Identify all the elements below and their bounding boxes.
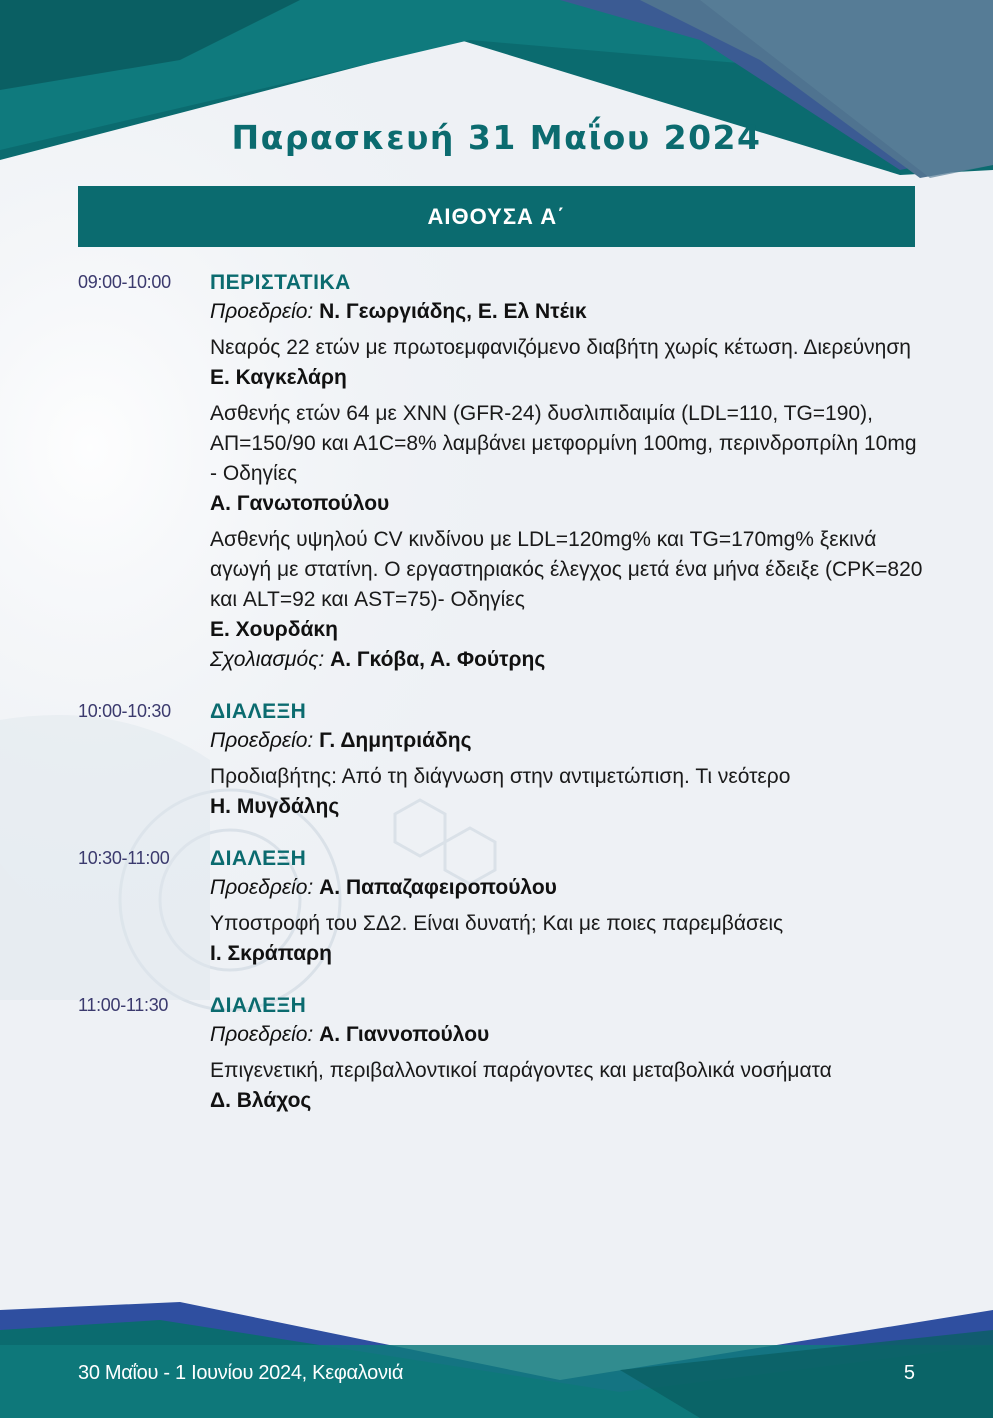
session-type: ΔΙΑΛΕΞΗ bbox=[210, 847, 307, 870]
session-time: 10:00-10:30 bbox=[78, 701, 171, 721]
page-number: 5 bbox=[903, 1362, 915, 1384]
session-4 bbox=[0, 991, 993, 1116]
footer-event-info: 30 Μαΐου - 1 Ιουνίου 2024, Κεφαλονιά bbox=[78, 1362, 404, 1384]
session-time: 11:00-11:30 bbox=[78, 995, 169, 1015]
talk-speaker: Η. Μυγδάλης bbox=[210, 795, 340, 818]
session-2 bbox=[0, 697, 993, 822]
session-list bbox=[0, 268, 993, 1138]
hall-label: ΑΙΘΟΥΣΑ Α΄ bbox=[427, 203, 566, 229]
session-time: 10:30-11:00 bbox=[78, 848, 170, 868]
discussant-names: Α. Γκόβα, Α. Φούτρης bbox=[330, 648, 546, 671]
chair-names: Α. Παπαζαφειροπούλου bbox=[319, 876, 557, 899]
talk-speaker: Δ. Βλάχος bbox=[210, 1089, 312, 1112]
chair-label: Προεδρείο: bbox=[210, 1023, 314, 1046]
chair-names: Γ. Δημητριάδης bbox=[319, 729, 472, 752]
talk-title: Υποστροφή του ΣΔ2. Είναι δυνατή; Και με ποιες παρεμβάσεις bbox=[210, 912, 784, 935]
talk-speaker: Α. Γανωτοπούλου bbox=[210, 492, 390, 515]
chair-line bbox=[210, 726, 925, 756]
session-time: 09:00-10:00 bbox=[78, 272, 171, 292]
talk-speaker: Ι. Σκράπαρη bbox=[210, 942, 332, 965]
talk-title: Προδιαβήτης: Από τη διάγνωση στην αντιμετώπιση. Τι νεότερο bbox=[210, 765, 791, 788]
chair-names: Ν. Γεωργιάδης, Ε. Ελ Ντέικ bbox=[319, 300, 587, 323]
session-3 bbox=[0, 844, 993, 969]
talk-title: Ασθενής υψηλού CV κινδίνου με LDL=120mg% και TG=170mg% ξεκινά αγωγή με στατίνη. Ο εργαστηριακός έλεγχος μετά ένα μήνα έδειξε (CPK=820 και ALT=92 και AST=75)- Οδηγίες bbox=[210, 528, 923, 611]
discussion-label: Σχολιασμός: bbox=[210, 648, 325, 671]
session-type: ΔΙΑΛΕΞΗ bbox=[210, 700, 307, 723]
chair-label: Προεδρείο: bbox=[210, 876, 314, 899]
session-type: ΔΙΑΛΕΞΗ bbox=[210, 994, 307, 1017]
chair-label: Προεδρείο: bbox=[210, 729, 314, 752]
talk-speaker: Ε. Χουρδάκη bbox=[210, 618, 338, 641]
session-type: ΠΕΡΙΣΤΑΤΙΚΑ bbox=[210, 271, 351, 294]
talk-title: Νεαρός 22 ετών με πρωτοεμφανιζόμενο διαβήτη χωρίς κέτωση. Διερεύνηση bbox=[210, 336, 911, 359]
chair-line bbox=[210, 297, 925, 327]
hall-header bbox=[78, 186, 915, 247]
session-1 bbox=[0, 268, 993, 675]
page-title: Παρασκευή 31 Μαΐου 2024 bbox=[231, 118, 762, 157]
chair-line bbox=[210, 873, 925, 903]
chair-line bbox=[210, 1020, 925, 1050]
talk-title: Ασθενής ετών 64 με ΧΝΝ (GFR-24) δυσλιπιδαιμία (LDL=110, TG=190), ΑΠ=150/90 και Α1C=8% λαμβάνει μετφορμίνη 100mg, περινδροπρίλη 10mg - Οδηγίες bbox=[210, 402, 917, 485]
talk-title: Επιγενετική, περιβαλλοντικοί παράγοντες και μεταβολικά νοσήματα bbox=[210, 1059, 832, 1082]
talk-speaker: Ε. Καγκελάρη bbox=[210, 366, 347, 389]
chair-label: Προεδρείο: bbox=[210, 300, 314, 323]
chair-names: Α. Γιαννοπούλου bbox=[319, 1023, 490, 1046]
discussion-line bbox=[210, 645, 925, 675]
